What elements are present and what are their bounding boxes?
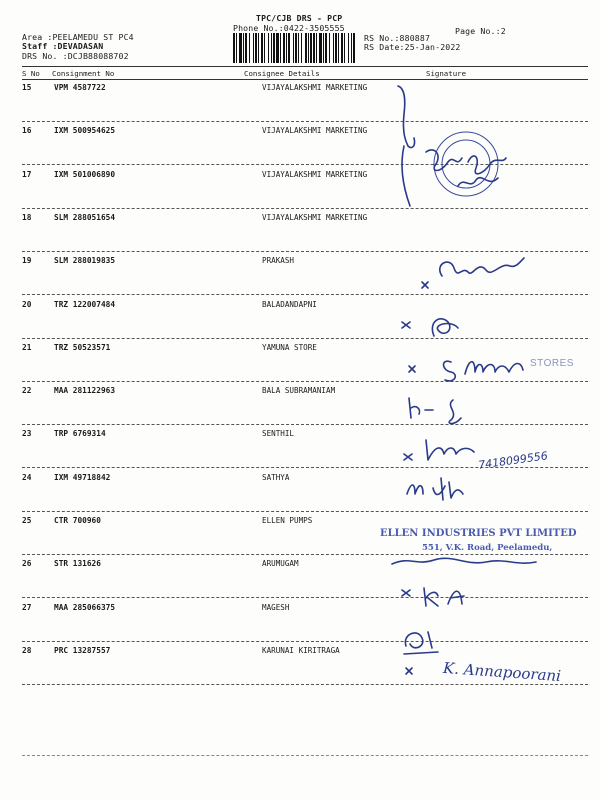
barcode-bar [295, 33, 297, 63]
barcode-bar [286, 33, 287, 63]
col-signature: Signature [426, 69, 467, 78]
row-consignee-name: VIJAYALAKSHMI MARKETING [262, 212, 368, 222]
row-serial-number: 19 [22, 256, 32, 266]
barcode-bar [243, 33, 244, 63]
barcode-bar [261, 33, 263, 63]
header-rule-top [22, 66, 588, 67]
barcode-bar [348, 33, 349, 63]
rs-number: RS No.:880887 [364, 33, 431, 43]
staff-label: Staff :DEVADASAN [22, 41, 104, 51]
row-consignee-name: BALA SUBRAMANIAM [262, 386, 336, 396]
row-consignment-number: SLM 288019835 [54, 256, 116, 266]
row-serial-number: 25 [22, 516, 32, 525]
row-serial-number: 18 [22, 212, 32, 222]
stamp-company-name: ELLEN INDUSTRIES PVT LIMITED [380, 528, 577, 539]
barcode-bar [293, 33, 294, 63]
row-consignment-number: MAA 281122963 [54, 386, 116, 396]
row-separator [22, 641, 588, 642]
row-separator [22, 424, 588, 425]
row-consignee-name: YAMUNA STORE [262, 342, 317, 352]
stamp-stores-text: STORES [530, 358, 574, 369]
rs-date: RS Date:25-Jan-2022 [364, 42, 461, 52]
barcode-bar [233, 33, 235, 63]
barcode-bar [280, 33, 281, 63]
row-separator [22, 294, 588, 295]
signature-row-24 [405, 474, 475, 504]
row-consignment-number: IXM 49718842 [54, 472, 111, 482]
barcode-bar [351, 33, 352, 63]
row-separator [22, 121, 588, 122]
barcode-bar [253, 33, 254, 63]
row-consignee-name: BALADANDAPNI [262, 299, 317, 309]
document-title: TPC/CJB DRS - PCP [256, 13, 343, 23]
page-number: Page No.:2 [455, 26, 506, 36]
stamp-address: 551, V.K. Road, Peelamedu, [422, 543, 553, 553]
barcode-bar [298, 33, 299, 63]
handwritten-name-row-28: K. Annapoorani [442, 658, 562, 686]
signature-row-20 [400, 312, 480, 344]
row-serial-number: 16 [22, 126, 32, 136]
barcode-bar [255, 33, 257, 63]
row-consignment-number: IXM 500954625 [54, 126, 116, 136]
barcode-bar [333, 33, 334, 63]
row-serial-number: 17 [22, 169, 32, 179]
barcode-bar [310, 33, 312, 63]
barcode-bar [264, 33, 265, 63]
drs-number: DRS No. :DCJB88088702 [22, 51, 129, 61]
barcode-bar [273, 33, 275, 63]
row-consignment-number: TRZ 50523571 [54, 342, 111, 352]
col-consignment: Consignment No [52, 69, 115, 78]
header-rule-bottom [22, 79, 588, 80]
row-consignee-name: VIJAYALAKSHMI MARKETING [262, 126, 368, 136]
barcode-bar [319, 33, 322, 63]
row-serial-number: 26 [22, 559, 32, 569]
row-consignment-number: PRC 13287557 [54, 645, 111, 655]
signature-row-27 [398, 624, 458, 658]
row-serial-number: 21 [22, 342, 32, 352]
row-consignee-name: VIJAYALAKSHMI MARKETING [262, 169, 368, 179]
row-consignment-number: SLM 288051654 [54, 212, 116, 222]
barcode-bar [245, 33, 247, 63]
row-serial-number: 27 [22, 602, 32, 612]
row-consignment-number: STR 131626 [54, 559, 101, 569]
barcode-bar [341, 33, 343, 63]
signature-row-26 [398, 582, 498, 612]
row-consignee-name: VIJAYALAKSHMI MARKETING [262, 83, 368, 92]
barcode-bar [335, 33, 337, 63]
handwritten-phone: 7418099556 [477, 449, 549, 472]
area-label: Area :PEELAMEDU ST PC4 [22, 32, 134, 42]
row-serial-number: 28 [22, 645, 32, 655]
row-serial-number: 20 [22, 299, 32, 309]
row-separator [22, 684, 588, 685]
barcode-bar [236, 33, 237, 63]
row-consignee-name: MAGESH [262, 602, 290, 612]
barcode-bar [308, 33, 309, 63]
barcode-bar [344, 33, 345, 63]
barcode-bar [353, 33, 355, 63]
col-sno: S No [22, 69, 40, 78]
signature-row-28-cross [400, 658, 440, 688]
barcode [233, 33, 355, 63]
barcode-bar [258, 33, 259, 63]
barcode-bar [283, 33, 285, 63]
row-consignee-name: PRAKASH [262, 256, 295, 266]
footer-rule [22, 755, 588, 756]
barcode-bar [323, 33, 324, 63]
barcode-bar [329, 33, 330, 63]
row-consignment-number: CTR 700960 [54, 516, 101, 525]
barcode-bar [313, 33, 315, 63]
row-consignment-number: TRZ 122007484 [54, 299, 116, 309]
row-consignee-name: ELLEN PUMPS [262, 516, 313, 525]
barcode-bar [249, 33, 250, 63]
row-serial-number: 23 [22, 429, 32, 439]
barcode-bar [316, 33, 317, 63]
row-serial-number: 22 [22, 386, 32, 396]
row-separator [22, 338, 588, 339]
row-serial-number: 24 [22, 472, 32, 482]
barcode-bar [305, 33, 307, 63]
row-separator [22, 511, 588, 512]
col-consignee: Consignee Details [244, 69, 320, 78]
row-consignee-name: KARUNAI KIRITRAGA [262, 645, 340, 655]
signature-row-19 [420, 252, 530, 292]
row-separator [22, 597, 588, 598]
row-consignment-number: IXM 501006890 [54, 169, 116, 179]
barcode-bar [301, 33, 302, 63]
row-consignment-number: MAA 285066375 [54, 602, 116, 612]
barcode-bar [268, 33, 269, 63]
barcode-bar [271, 33, 272, 63]
row-consignee-name: ARUMUGAM [262, 559, 299, 569]
row-consignee-name: SENTHIL [262, 429, 295, 439]
barcode-bar [288, 33, 290, 63]
barcode-bar [276, 33, 279, 63]
row-consignee-name: SATHYA [262, 472, 290, 482]
row-consignment-number: TRP 6769314 [54, 429, 106, 439]
ellen-industries-stamp [376, 522, 586, 574]
round-company-stamp [418, 128, 518, 208]
signature-row-22 [405, 392, 485, 426]
row-serial-number: 15 [22, 83, 32, 92]
barcode-bar [325, 33, 327, 63]
barcode-bar [239, 33, 242, 63]
row-consignment-number: VPM 4587722 [54, 83, 106, 92]
phone-number: Phone No.:0422-3505555 [233, 23, 345, 33]
barcode-bar [338, 33, 339, 63]
